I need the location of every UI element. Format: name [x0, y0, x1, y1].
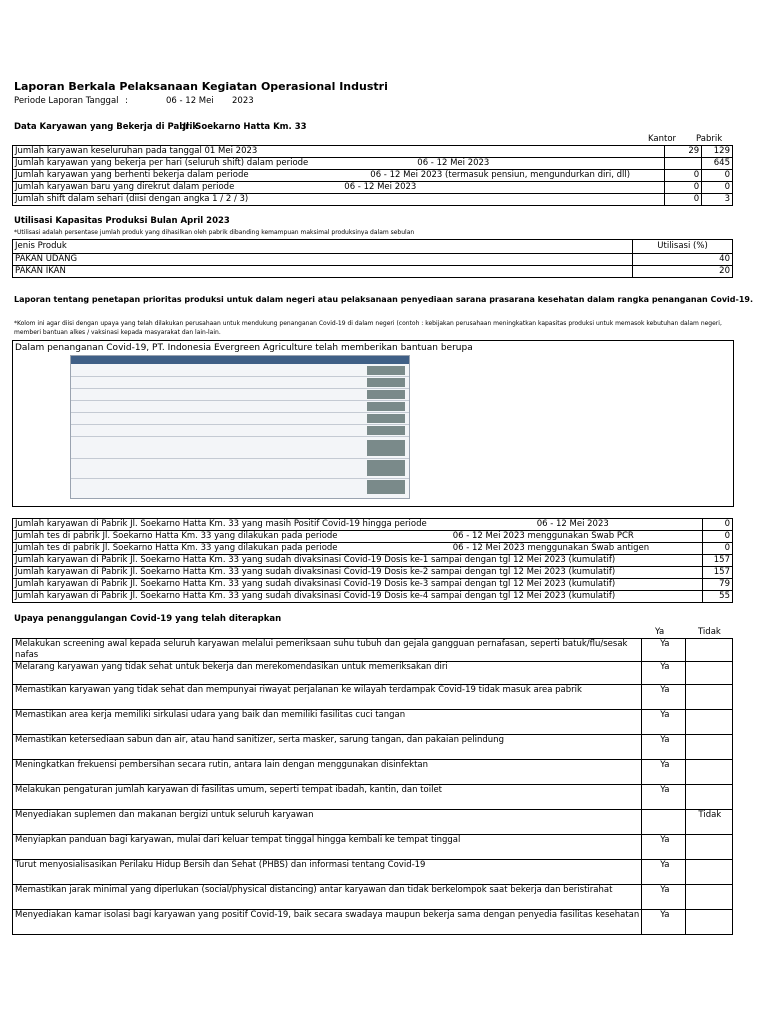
- pabrik-value: 3: [702, 194, 733, 206]
- upaya-text: Memastikan ketersediaan sabun dan air, atau hand sanitizer, serta masker, sarung tangan, dan pakaian pelindung: [13, 735, 642, 760]
- row-label: Jumlah karyawan yang bekerja per hari (seluruh shift) dalam periode: [13, 158, 311, 170]
- karyawan-section-title: Data Karyawan yang Bekerja di Pabrik: [14, 122, 199, 132]
- table-row: [13, 254, 733, 266]
- utilisasi-section-title: Utilisasi Kapasitas Produksi Bulan April 2023: [14, 216, 230, 226]
- row-period: 06 - 12 Mei 2023 menggunakan Swab antigen: [429, 543, 702, 555]
- tidak-value: [686, 910, 733, 935]
- tidak-value: [686, 662, 733, 685]
- stat-value: 0: [702, 531, 732, 543]
- table-row: [13, 785, 733, 810]
- kantor-value: 0: [665, 194, 702, 206]
- row-period: 06 - 12 Mei 2023 menggunakan Swab PCR: [429, 531, 702, 543]
- pabrik-value: 645: [702, 158, 733, 170]
- col-util-header: Utilisasi (%): [633, 240, 733, 254]
- upaya-text: Turut menyosialisasikan Perilaku Hidup Bersih dan Sehat (PHBS) dan informasi tentang Covid-19: [13, 860, 642, 885]
- table-row: [13, 158, 733, 170]
- periode-dates: 06 - 12 Mei: [166, 96, 214, 106]
- upaya-text: Menyediakan kamar isolasi bagi karyawan yang positif Covid-19, baik secara swadaya maupun bekerja sama dengan penyedia fasilitas kesehatan: [13, 910, 642, 935]
- ya-value: Ya: [642, 785, 686, 810]
- row-label: Jumlah karyawan di Pabrik Jl. Soekarno Hatta Km. 33 yang sudah divaksinasi Covid-19 Dosis ke-3 sampai dengan tgl 12 Mei 2023 (kumulatif): [13, 579, 703, 591]
- ya-value: Ya: [642, 662, 686, 685]
- tidak-value: [686, 885, 733, 910]
- karyawan-location: Jl. Soekarno Hatta Km. 33: [183, 122, 307, 132]
- table-header-row: [13, 240, 733, 254]
- upaya-text: Memastikan area kerja memiliki sirkulasi udara yang baik dan memiliki fasilitas cuci tangan: [13, 710, 642, 735]
- table-row: [13, 835, 733, 860]
- ya-value: Ya: [642, 710, 686, 735]
- table-row: [13, 910, 733, 935]
- table-row: [13, 591, 733, 603]
- stat-value: 79: [702, 579, 732, 591]
- col-pabrik-header: Pabrik: [696, 134, 723, 144]
- ya-value: Ya: [642, 860, 686, 885]
- utilisasi-note: *Utilisasi adalah persentase jumlah produk yang dihasilkan oleh pabrik dibanding kemampuan maksimal produksinya dalam sebulan: [14, 229, 415, 236]
- row-label: Jumlah tes di pabrik Jl. Soekarno Hatta Km. 33 yang dilakukan pada periode: [13, 543, 429, 555]
- covid-bantuan-box: [12, 340, 734, 507]
- row-period: 06 - 12 Mei 2023: [429, 519, 702, 531]
- covid-section-title: Laporan tentang penetapan prioritas produksi untuk dalam negeri atau pelaksanaan penyediaan sarana prasarana kesehatan dalam rangka penanganan Covid-19.: [14, 295, 754, 304]
- util-value: 40: [633, 254, 733, 266]
- col-kantor-header: Kantor: [648, 134, 677, 144]
- covid-stats-table: [12, 518, 733, 603]
- tidak-value: [686, 760, 733, 785]
- bantuan-table-image: [70, 355, 410, 499]
- table-row: [13, 685, 733, 710]
- row-label: Jumlah tes di pabrik Jl. Soekarno Hatta Km. 33 yang dilakukan pada periode: [13, 531, 429, 543]
- upaya-text: Meningkatkan frekuensi pembersihan secara rutin, antara lain dengan menggunakan disinfektan: [13, 760, 642, 785]
- stat-value: 157: [702, 567, 732, 579]
- row-label: Jumlah karyawan di Pabrik Jl. Soekarno Hatta Km. 33 yang masih Positif Covid-19 hingga periode: [13, 519, 429, 531]
- periode-colon: :: [125, 96, 128, 106]
- ya-value: Ya: [642, 885, 686, 910]
- pabrik-value: 129: [702, 146, 733, 158]
- periode-label: Periode Laporan Tanggal: [14, 96, 119, 106]
- col-tidak-header: Tidak: [698, 627, 721, 637]
- row-label: Jumlah karyawan keseluruhan pada tanggal 01 Mei 2023: [13, 146, 311, 158]
- produk-name: PAKAN UDANG: [13, 254, 633, 266]
- tidak-value: [686, 735, 733, 760]
- table-row: [13, 662, 733, 685]
- table-row: [13, 170, 733, 182]
- upaya-section-title: Upaya penanggulangan Covid-19 yang telah diterapkan: [14, 614, 282, 624]
- upaya-text: Menyiapkan panduan bagi karyawan, mulai dari keluar tempat tinggal hingga kembali ke tempat tinggal: [13, 835, 642, 860]
- table-row: [13, 543, 733, 555]
- upaya-text: Menyediakan suplemen dan makanan bergizi untuk seluruh karyawan: [13, 810, 642, 835]
- row-label: Jumlah karyawan yang berhenti bekerja dalam periode: [13, 170, 311, 182]
- ya-value: [642, 810, 686, 835]
- table-row: [13, 735, 733, 760]
- col-ya-header: Ya: [655, 627, 665, 637]
- tidak-value: [686, 785, 733, 810]
- covid-note-line1: *Kolom ini agar diisi dengan upaya yang telah dilakukan perusahaan untuk mendukung penanganan Covid-19 di dalam negeri (contoh : kebijakan perusahaan meningkatkan kapasitas produksi untuk memasok kebutuhan dalam negeri,: [14, 320, 722, 327]
- tidak-value: [686, 835, 733, 860]
- ya-value: Ya: [642, 639, 686, 662]
- ya-value: Ya: [642, 735, 686, 760]
- stat-value: 55: [702, 591, 732, 603]
- row-period: [310, 146, 665, 158]
- table-row: [13, 519, 733, 531]
- table-row: [13, 579, 733, 591]
- pabrik-value: 0: [702, 170, 733, 182]
- kantor-value: 29: [665, 146, 702, 158]
- table-row: [13, 531, 733, 543]
- table-row: [13, 182, 733, 194]
- stat-value: 157: [702, 555, 732, 567]
- util-value: 20: [633, 266, 733, 278]
- table-row: [13, 555, 733, 567]
- table-row: [13, 810, 733, 835]
- kantor-value: [665, 158, 702, 170]
- table-row: [13, 710, 733, 735]
- upaya-text: Melakukan pengaturan jumlah karyawan di fasilitas umum, seperti tempat ibadah, kantin, dan toilet: [13, 785, 642, 810]
- table-row: [13, 146, 733, 158]
- ya-value: Ya: [642, 685, 686, 710]
- produk-name: PAKAN IKAN: [13, 266, 633, 278]
- upaya-text: Memastikan karyawan yang tidak sehat dan mempunyai riwayat perjalanan ke wilayah terdampak Covid-19 tidak masuk area pabrik: [13, 685, 642, 710]
- row-label: Jumlah karyawan di Pabrik Jl. Soekarno Hatta Km. 33 yang sudah divaksinasi Covid-19 Dosis ke-1 sampai dengan tgl 12 Mei 2023 (kumulatif): [13, 555, 703, 567]
- tidak-value: [686, 639, 733, 662]
- row-label: Jumlah karyawan di Pabrik Jl. Soekarno Hatta Km. 33 yang sudah divaksinasi Covid-19 Dosis ke-4 sampai dengan tgl 12 Mei 2023 (kumulatif): [13, 591, 703, 603]
- table-row: [13, 860, 733, 885]
- covid-note-line2: memberi bantuan alkes / vaksinasi kepada masyarakat dan lain-lain.: [14, 329, 221, 336]
- table-row: [13, 194, 733, 206]
- tidak-value: [686, 710, 733, 735]
- row-label: Jumlah karyawan baru yang direkrut dalam periode: [13, 182, 311, 194]
- ya-value: Ya: [642, 760, 686, 785]
- row-period: 06 - 12 Mei 2023: [310, 182, 665, 194]
- table-row: [13, 567, 733, 579]
- upaya-text: Melarang karyawan yang tidak sehat untuk bekerja dan merekomendasikan untuk memeriksakan diri: [13, 662, 642, 685]
- tidak-value: Tidak: [686, 810, 733, 835]
- ya-value: Ya: [642, 910, 686, 935]
- table-row: [13, 885, 733, 910]
- tidak-value: [686, 860, 733, 885]
- table-row: [13, 266, 733, 278]
- page-title: Laporan Berkala Pelaksanaan Kegiatan Operasional Industri: [14, 80, 388, 93]
- upaya-text: Melakukan screening awal kepada seluruh karyawan melalui pemeriksaan suhu tubuh dan gejala gangguan pernafasan, seperti batuk/flu/sesak nafas: [13, 639, 642, 662]
- col-produk-header: Jenis Produk: [13, 240, 633, 254]
- row-label: Jumlah shift dalam sehari (diisi dengan angka 1 / 2 / 3): [13, 194, 311, 206]
- periode-year: 2023: [232, 96, 254, 106]
- utilisasi-table: [12, 239, 733, 278]
- row-period: [310, 194, 665, 206]
- row-label: Jumlah karyawan di Pabrik Jl. Soekarno Hatta Km. 33 yang sudah divaksinasi Covid-19 Dosis ke-2 sampai dengan tgl 12 Mei 2023 (kumulatif): [13, 567, 703, 579]
- stat-value: 0: [702, 543, 732, 555]
- covid-box-text: Dalam penanganan Covid-19, PT. Indonesia Evergreen Agriculture telah memberikan bantuan berupa: [15, 343, 473, 353]
- ya-value: Ya: [642, 835, 686, 860]
- karyawan-table: [12, 145, 733, 206]
- kantor-value: 0: [665, 182, 702, 194]
- upaya-text: Memastikan jarak minimal yang diperlukan (social/physical distancing) antar karyawan dan tidak berkelompok saat bekerja dan beristirahat: [13, 885, 642, 910]
- tidak-value: [686, 685, 733, 710]
- row-period: 06 - 12 Mei 2023 (termasuk pensiun, mengundurkan diri, dll): [310, 170, 665, 182]
- table-row: [13, 639, 733, 662]
- kantor-value: 0: [665, 170, 702, 182]
- upaya-table: [12, 638, 733, 935]
- row-period: 06 - 12 Mei 2023: [310, 158, 665, 170]
- table-row: [13, 760, 733, 785]
- pabrik-value: 0: [702, 182, 733, 194]
- stat-value: 0: [702, 519, 732, 531]
